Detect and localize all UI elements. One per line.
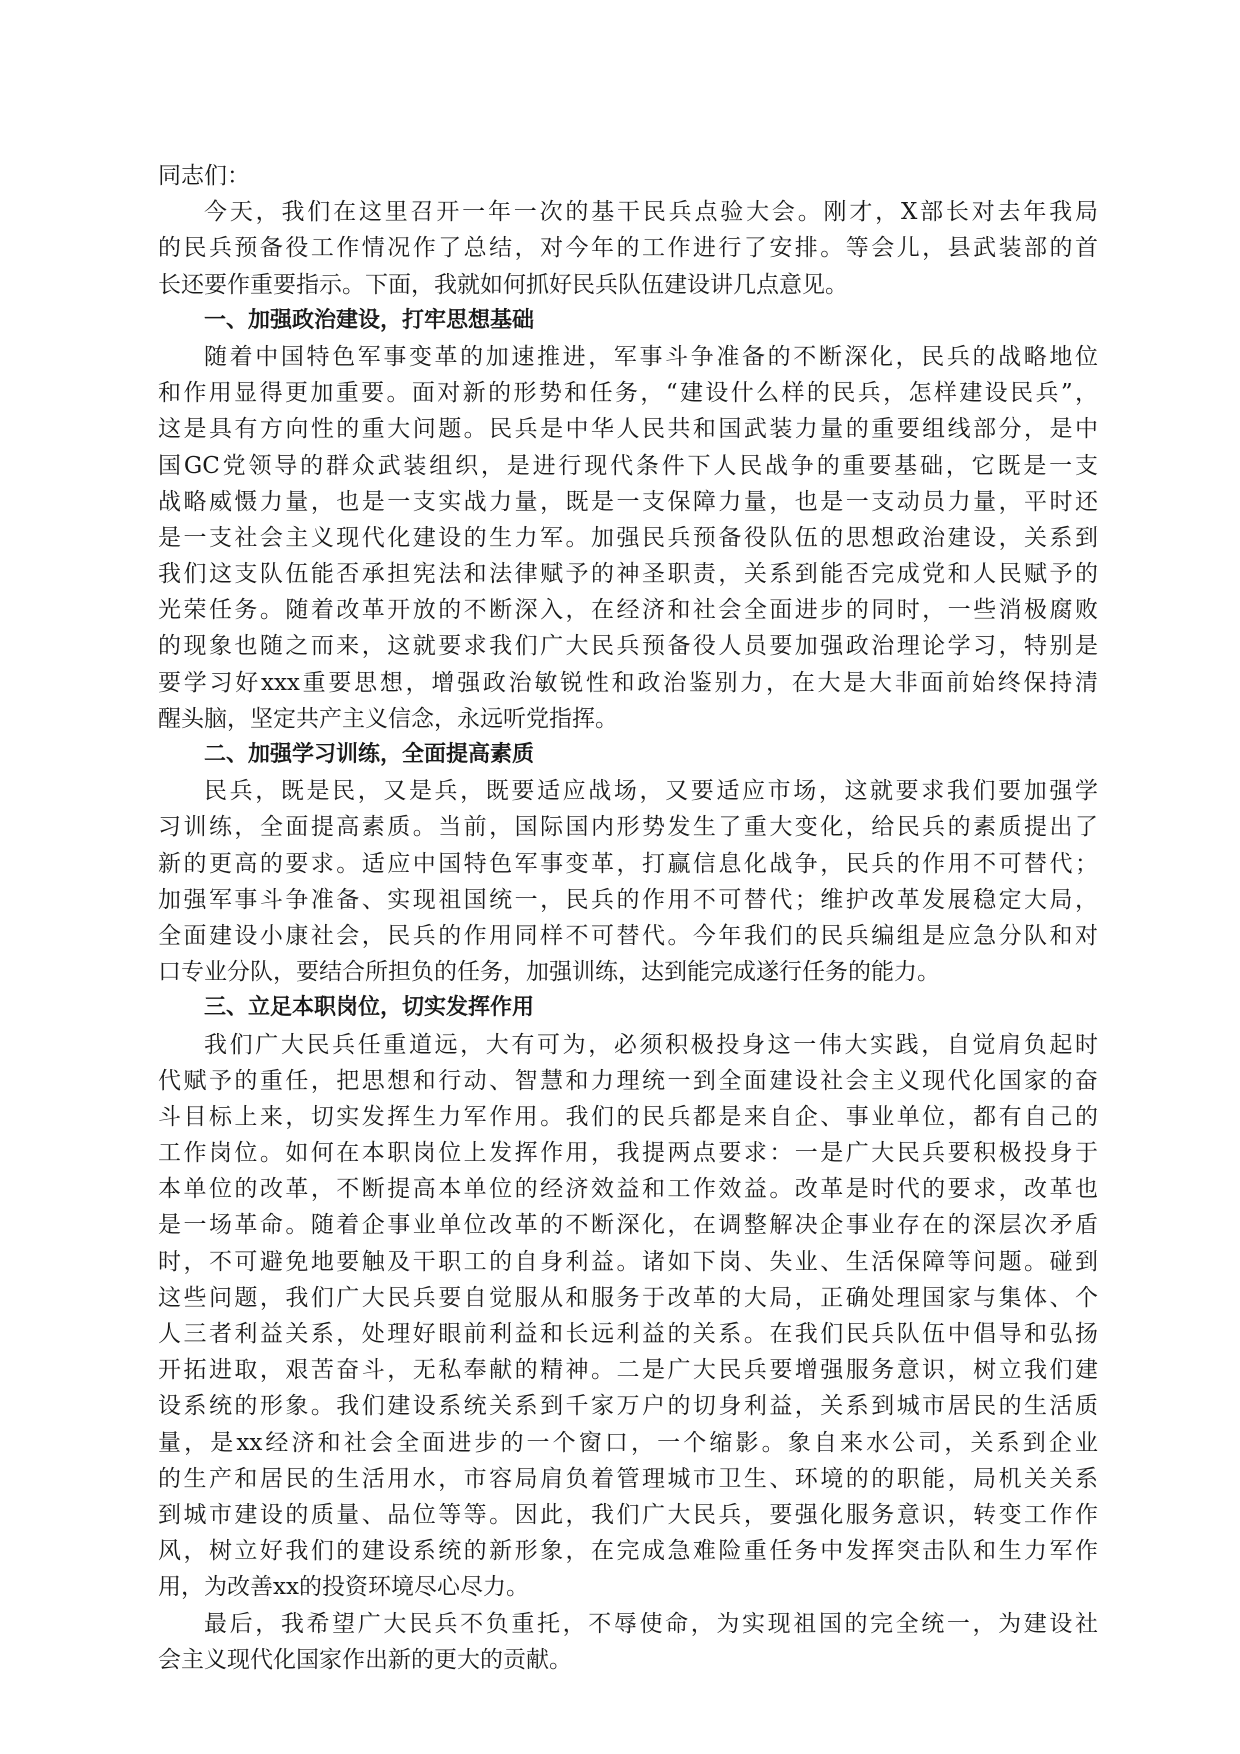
paragraph-line: 的现象也随之而来，这就要求我们广大民兵预备役人员要加强政治理论学习，特别是 <box>158 633 1098 660</box>
paragraph-line: 全面建设小康社会，民兵的作用同样不可替代。今年我们的民兵编组是应急分队和对 <box>158 922 1098 949</box>
document-page <box>158 158 1098 1678</box>
paragraph-line: 开拓进取，艰苦奋斗，无私奉献的精神。二是广大民兵要增强服务意识，树立我们建 <box>158 1357 1098 1384</box>
paragraph-line: 加强军事斗争准备、实现祖国统一，民兵的作用不可替代；维护改革发展稳定大局， <box>158 886 1098 913</box>
paragraph-line: 是一支社会主义现代化建设的生力军。加强民兵预备役队伍的思想政治建设，关系到 <box>158 524 1098 551</box>
intro-line: 的民兵预备役工作情况作了总结，对今年的工作进行了安排。等会儿，县武装部的首 <box>158 235 1098 262</box>
paragraph-line: 量，是xx经济和社会全面进步的一个窗口，一个缩影。象自来水公司，关系到企业 <box>158 1429 1098 1456</box>
paragraph-line: 我们这支队伍能否承担宪法和法律赋予的神圣职责，关系到能否完成党和人民赋予的 <box>158 561 1098 588</box>
paragraph-line: 设系统的形象。我们建设系统关系到千家万户的切身利益，关系到城市居民的生活质 <box>158 1393 1098 1420</box>
paragraph-line: 这些问题，我们广大民兵要自觉服从和服务于改革的大局，正确处理国家与集体、个 <box>158 1284 1098 1311</box>
section-heading-3: 三、立足本职岗位，切实发挥作用 <box>204 995 535 1021</box>
paragraph-line: 我们广大民兵任重道远，大有可为，必须积极投身这一伟大实践，自觉肩负起时 <box>204 1031 1098 1058</box>
paragraph-line: 是一场革命。随着企事业单位改革的不断深化，在调整解决企事业存在的深层次矛盾 <box>158 1212 1098 1239</box>
section-heading-1: 一、加强政治建设，打牢思想基础 <box>204 307 535 333</box>
paragraph-line: 代赋予的重任，把思想和行动、智慧和力理统一到全面建设社会主义现代化国家的奋 <box>158 1067 1098 1094</box>
paragraph-line: 工作岗位。如何在本职岗位上发挥作用，我提两点要求：一是广大民兵要积极投身于 <box>158 1140 1098 1167</box>
section-heading-2: 二、加强学习训练，全面提高素质 <box>204 742 535 767</box>
paragraph-line: 时，不可避免地要触及干职工的自身利益。诸如下岗、失业、生活保障等问题。碰到 <box>158 1248 1098 1275</box>
paragraph-line: 醒头脑，坚定共产主义信念，永远听党指挥。 <box>158 705 618 732</box>
closing-paragraph <box>158 1606 1098 1678</box>
paragraph-line: 习训练，全面提高素质。当前，国际国内形势发生了重大变化，给民兵的素质提出了 <box>158 814 1098 841</box>
paragraph-line: 斗目标上来，切实发挥生力军作用。我们的民兵都是来自企、事业单位，都有自己的 <box>158 1103 1098 1130</box>
paragraph-line: 要学习好xxx重要思想，增强政治敏锐性和政治鉴别力，在大是大非面前始终保持清 <box>158 669 1098 696</box>
paragraph-line: 国GC党领导的群众武装组织，是进行现代条件下人民战争的重要基础，它既是一支 <box>158 452 1098 479</box>
paragraph-line: 光荣任务。随着改革开放的不断深入，在经济和社会全面进步的同时，一些消极腐败 <box>158 597 1098 624</box>
paragraph-line: 新的更高的要求。适应中国特色军事变革，打赢信息化战争，民兵的作用不可替代； <box>158 850 1098 877</box>
intro-line: 今天，我们在这里召开一年一次的基干民兵点验大会。刚才，X部长对去年我局 <box>204 199 1098 226</box>
paragraph-line: 口专业分队，要结合所担负的任务，加强训练，达到能完成遂行任务的能力。 <box>158 959 940 986</box>
paragraph-line: 人三者利益关系，处理好眼前利益和长远利益的关系。在我们民兵队伍中倡导和弘扬 <box>158 1321 1098 1347</box>
paragraph-line: 随着中国特色军事变革的加速推进，军事斗争准备的不断深化，民兵的战略地位 <box>204 343 1098 370</box>
paragraph-line: 战略威慑力量，也是一支实战力量，既是一支保障力量，也是一支动员力量，平时还 <box>158 488 1098 515</box>
paragraph-line: 用，为改善xx的投资环境尽心尽力。 <box>158 1574 529 1601</box>
intro-line: 长还要作重要指示。下面，我就如何抓好民兵队伍建设讲几点意见。 <box>158 271 848 298</box>
paragraph-line: 这是具有方向性的重大问题。民兵是中华人民共和国武装力量的重要组线部分，是中 <box>158 416 1098 443</box>
section-3-paragraph <box>158 1027 1098 1606</box>
section-2-paragraph <box>158 773 1098 990</box>
paragraph-line: 民兵，既是民，又是兵，既要适应战场，又要适应市场，这就要求我们要加强学 <box>204 778 1098 805</box>
section-1-paragraph <box>158 339 1098 737</box>
closing-line: 会主义现代化国家作出新的更大的贡献。 <box>158 1646 572 1673</box>
paragraph-line: 本单位的改革，不断提高本单位的经济效益和工作效益。改革是时代的要求，改革也 <box>158 1176 1098 1203</box>
salutation: 同志们： <box>158 163 250 189</box>
paragraph-line: 的生产和居民的生活用水，市容局肩负着管理城市卫生、环境的的职能，局机关关系 <box>158 1465 1098 1492</box>
paragraph-line: 风，树立好我们的建设系统的新形象，在完成急难险重任务中发挥突击队和生力军作 <box>158 1538 1098 1565</box>
closing-line: 最后，我希望广大民兵不负重托，不辱使命，为实现祖国的完全统一，为建设社 <box>204 1610 1098 1637</box>
intro-paragraph <box>158 194 1098 303</box>
paragraph-line: 到城市建设的质量、品位等等。因此，我们广大民兵，要强化服务意识，转变工作作 <box>158 1501 1098 1528</box>
paragraph-line: 和作用显得更加重要。面对新的形势和任务，“建设什么样的民兵，怎样建设民兵”， <box>158 380 1098 407</box>
